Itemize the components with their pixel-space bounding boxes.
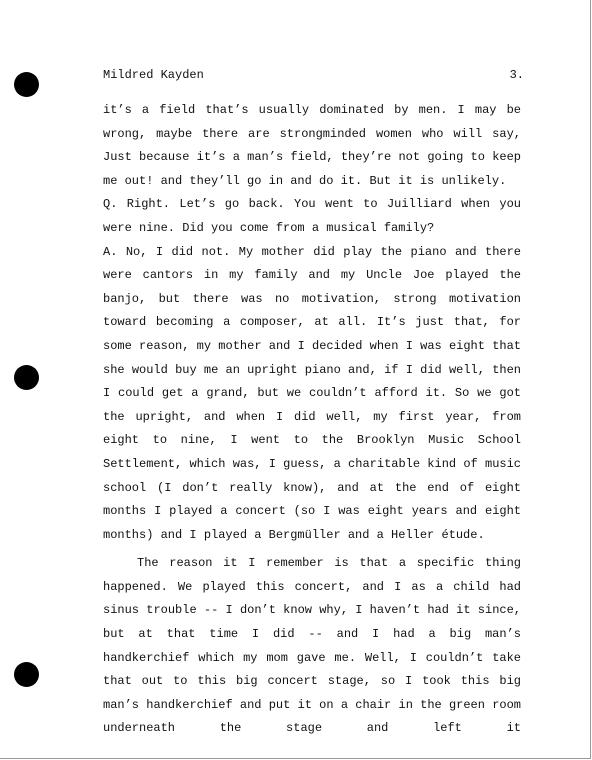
header-name: Mildred Kayden bbox=[103, 68, 204, 82]
paragraph-continuation: it’s a field that’s usually dominated by men. I may be wrong, maybe there are strongminded women who will say, Just because it’s a man’s field, they’re not going to keep me out! and they’ll go in and do it. But it is unlikely. bbox=[103, 103, 521, 188]
paragraph-question: Q. Right. Let’s go back. You went to Juilliard when you were nine. Did you come from a musical family? bbox=[103, 197, 521, 235]
page-number: 3. bbox=[509, 68, 524, 82]
paragraph-answer: A. No, I did not. My mother did play the piano and there were cantors in my family and my Uncle Joe played the banjo, but there was no motivation, strong motivation toward becoming a composer, at all. It’s just that, for some reason, my mother and I decided when I was eight that she would buy me an upright piano and, if I did well, then I could get a grand, but we couldn’t afford it. So we got the upright, and when I did well, my first year, from eight to nine, I went to the Brooklyn Music School Settlement, which was, I guess, a charitable kind of music school (I don’t really know), and at the end of eight months I played a concert (so I was eight years and eight months) and I played a Bergmüller and a Heller étude. bbox=[103, 244, 521, 542]
page-header bbox=[103, 67, 524, 83]
transcript-body bbox=[103, 99, 521, 741]
binder-hole-middle bbox=[14, 365, 39, 390]
paragraph-story: The reason it I remember is that a specific thing happened. We played this concert, and I as a child had sinus trouble -- I don’t know why, I haven’t had it since, but at that time I did -- and I had a big man’s handkerchief which my mom gave me. Well, I couldn’t take that out to this big concert stage, so I took this big man’s handkerchief and put it on a chair in the green room underneath the stage and left it bbox=[103, 556, 521, 736]
binder-hole-top bbox=[14, 72, 39, 97]
binder-hole-bottom bbox=[14, 662, 39, 687]
